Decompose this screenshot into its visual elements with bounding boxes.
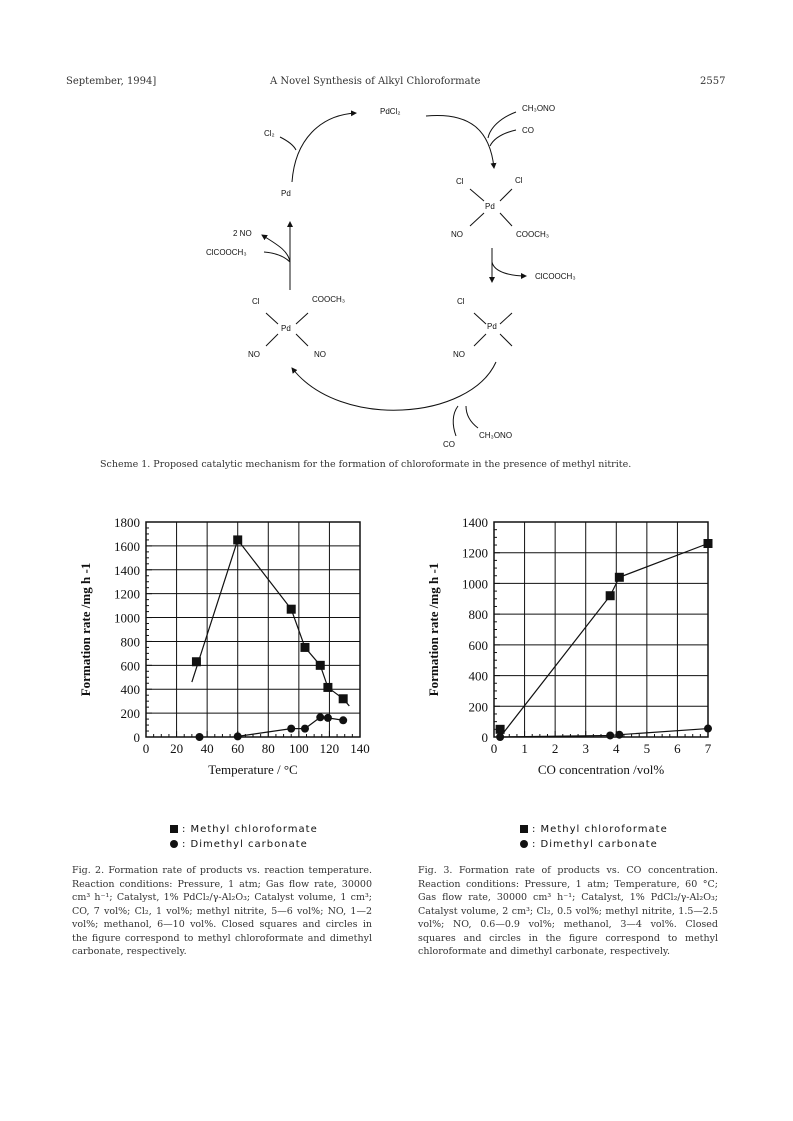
complex1-cl-right: Cl — [515, 176, 523, 185]
label-pdcl2: PdCl₂ — [380, 107, 401, 116]
x-tick-label: 6 — [674, 741, 681, 756]
x-tick-label: 40 — [200, 741, 214, 756]
fig2-chart — [70, 510, 380, 785]
methyl-chloroformate-line — [500, 544, 708, 738]
circle-marker-icon — [520, 840, 528, 848]
x-tick-label: 5 — [643, 741, 651, 756]
methyl-chloroformate-line — [192, 540, 349, 706]
y-tick-label: 0 — [481, 730, 488, 745]
y-tick-label: 800 — [120, 634, 140, 650]
fig3-caption: Fig. 3. Formation rate of products vs. CO concentration. Reaction conditions: Pressure, 1 atm; Temperature, 60 °C; Gas flow rate, 30000 cm³ h⁻¹; Catalyst, 1% PdCl₂/γ-Al₂O₃; Catalyst volume, 2 cm³; Cl₂, 0.5 vol%; methyl nitrite, 1.5—2.5 vol%; NO, 0.6—0.9 vol%; methanol, 3—4 vol%. Closed squares and circles in the figure correspond to methyl chloroformate and dimethyl carbonate, respectively. — [418, 865, 718, 957]
label-ch3ono-top: CH₃ONO — [522, 104, 556, 113]
y-axis-label: Formation rate /mg h -1 — [426, 562, 441, 697]
x-tick-label: 3 — [582, 741, 589, 756]
y-tick-label: 800 — [468, 607, 488, 623]
label-clcooch3-right: ClCOOCH₃ — [535, 272, 576, 281]
label-ch3ono-bottom: CH₃ONO — [479, 431, 513, 440]
methyl-chloroformate-point — [339, 694, 348, 703]
label-clcooch3-left: ClCOOCH₃ — [206, 248, 247, 257]
dimethyl-carbonate-point — [301, 725, 309, 733]
complex2-cl: Cl — [252, 297, 260, 306]
y-tick-label: 1800 — [114, 515, 140, 530]
scheme-1 — [0, 0, 793, 460]
y-tick-label: 1400 — [462, 515, 488, 530]
dimethyl-carbonate-point — [324, 714, 332, 722]
complex1-pd: Pd — [485, 202, 495, 211]
dimethyl-carbonate-point — [339, 716, 347, 724]
fig3-legend-dimethyl-carbonate: : Dimethyl carbonate — [520, 839, 668, 850]
label-pd-free: Pd — [281, 189, 291, 198]
y-tick-label: 1000 — [114, 610, 140, 626]
methyl-chloroformate-point — [287, 605, 296, 614]
x-tick-label: 100 — [289, 741, 309, 756]
y-tick-label: 200 — [468, 699, 488, 715]
x-tick-label: 0 — [142, 741, 150, 756]
y-tick-label: 400 — [468, 668, 488, 684]
label-cl2: Cl₂ — [264, 129, 275, 138]
methyl-chloroformate-point — [704, 539, 713, 548]
label-co-bottom: CO — [443, 440, 455, 449]
x-tick-label: 1 — [521, 741, 528, 756]
scheme-caption: Scheme 1. Proposed catalytic mechanism for the formation of chloroformate in the presence of methyl nitrite. — [100, 459, 632, 470]
fig2-caption: Fig. 2. Formation rate of products vs. reaction temperature. Reaction conditions: Pressure, 1 atm; Gas flow rate, 30000 cm³ h⁻¹; Catalyst, 1% PdCl₂/γ-Al₂O₃; Catalyst volume, 1 cm³; CO, 7 vol%; Cl₂, 1 vol%; methyl nitrite, 5—6 vol%; NO, 1—2 vol%; methanol, 6—10 vol%. Closed squares and circles in the figure correspond to methyl chloroformate and dimethyl carbonate, respectively. — [72, 865, 372, 957]
y-tick-label: 0 — [133, 730, 140, 745]
fig3-legend-methyl-chloroformate: : Methyl chloroformate — [520, 824, 668, 835]
header-journal-date: September, 1994] — [66, 76, 157, 87]
header-title: A Novel Synthesis of Alkyl Chloroformate — [270, 76, 481, 87]
y-tick-label: 1200 — [462, 545, 488, 561]
y-tick-label: 1400 — [114, 562, 140, 578]
y-tick-label: 200 — [120, 706, 140, 722]
x-axis-label: CO concentration /vol% — [537, 762, 665, 777]
x-tick-label: 120 — [319, 741, 340, 756]
complex3-no: NO — [453, 350, 465, 359]
y-tick-label: 1000 — [462, 576, 488, 592]
y-tick-label: 600 — [468, 637, 488, 653]
y-axis-label: Formation rate /mg h -1 — [78, 562, 93, 697]
dimethyl-carbonate-point — [496, 733, 504, 741]
complex2-cooch3: COOCH₃ — [312, 295, 346, 304]
circle-marker-icon — [170, 840, 178, 848]
methyl-chloroformate-point — [233, 535, 242, 544]
y-tick-label: 1600 — [114, 538, 140, 554]
dimethyl-carbonate-point — [316, 713, 324, 721]
complex2-no-right: NO — [314, 350, 326, 359]
x-tick-label: 0 — [490, 741, 498, 756]
methyl-chloroformate-point — [615, 573, 624, 582]
dimethyl-carbonate-point — [606, 731, 614, 739]
methyl-chloroformate-point — [606, 591, 615, 600]
complex3-cl: Cl — [457, 297, 465, 306]
fig3-chart — [418, 510, 728, 785]
methyl-chloroformate-point — [300, 643, 309, 652]
dimethyl-carbonate-point — [615, 731, 623, 739]
y-tick-label: 1200 — [114, 586, 140, 602]
y-tick-label: 400 — [120, 682, 140, 698]
dimethyl-carbonate-point — [234, 732, 242, 740]
methyl-chloroformate-point — [192, 657, 201, 666]
y-tick-label: 600 — [120, 658, 140, 674]
fig2-legend-methyl-chloroformate: : Methyl chloroformate — [170, 824, 318, 835]
complex2-no-left: NO — [248, 350, 260, 359]
fig2-legend — [170, 824, 318, 850]
dimethyl-carbonate-point — [287, 725, 295, 733]
label-2no: 2 NO — [233, 229, 252, 238]
methyl-chloroformate-point — [316, 661, 325, 670]
methyl-chloroformate-point — [496, 725, 505, 734]
complex1-no: NO — [451, 230, 463, 239]
x-tick-label: 4 — [613, 741, 620, 756]
header-page-number: 2557 — [700, 76, 726, 87]
x-tick-label: 140 — [350, 741, 370, 756]
square-marker-icon — [170, 825, 178, 833]
x-axis-label: Temperature / °C — [208, 762, 298, 777]
methyl-chloroformate-point — [323, 683, 332, 692]
fig3-legend — [520, 824, 668, 850]
label-co-top: CO — [522, 126, 534, 135]
complex2-pd: Pd — [281, 324, 291, 333]
plot-frame — [146, 522, 360, 737]
x-tick-label: 60 — [231, 741, 245, 756]
dimethyl-carbonate-line — [500, 729, 708, 737]
square-marker-icon — [520, 825, 528, 833]
scheme-arrows — [0, 0, 793, 460]
complex1-cooch3: COOCH₃ — [516, 230, 550, 239]
dimethyl-carbonate-point — [196, 733, 204, 741]
x-tick-label: 2 — [551, 741, 559, 756]
plot-frame — [494, 522, 708, 737]
fig2-legend-dimethyl-carbonate: : Dimethyl carbonate — [170, 839, 318, 850]
x-tick-label: 7 — [704, 741, 712, 756]
complex3-pd: Pd — [487, 322, 497, 331]
complex1-cl-left: Cl — [456, 177, 464, 186]
x-tick-label: 20 — [170, 741, 184, 756]
dimethyl-carbonate-point — [704, 725, 712, 733]
x-tick-label: 80 — [261, 741, 275, 756]
